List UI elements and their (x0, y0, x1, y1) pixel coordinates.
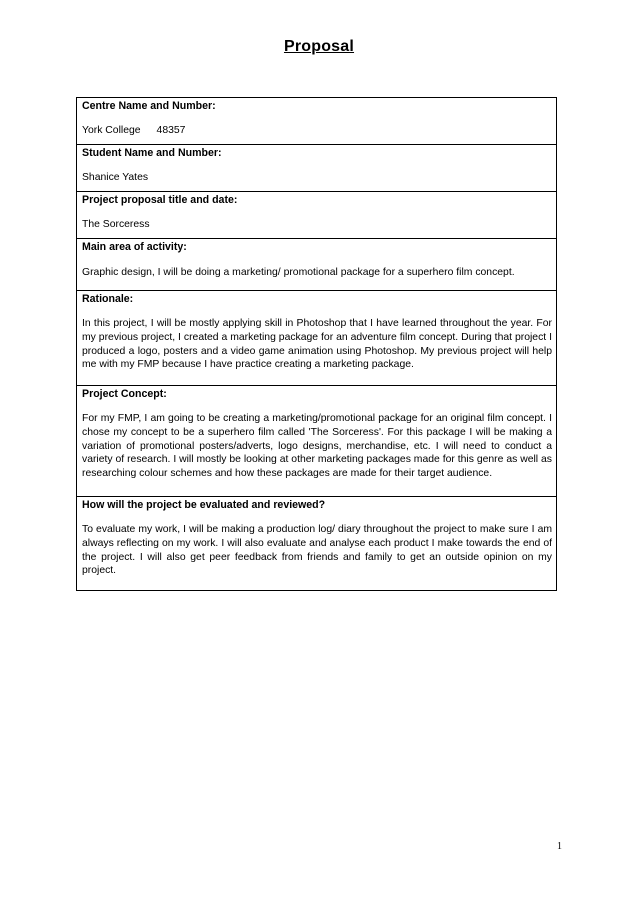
section-activity (77, 240, 556, 291)
section-label-student: Student Name and Number: (82, 147, 222, 159)
page-title: Proposal (283, 38, 355, 55)
section-proposal (77, 193, 556, 239)
section-label-concept: Project Concept: (82, 388, 167, 400)
section-label-centre: Centre Name and Number: (82, 100, 216, 112)
section-concept (77, 387, 556, 497)
student-value: Shanice Yates (82, 172, 149, 183)
page-number: 1 (557, 841, 562, 852)
section-label-proposal: Project proposal title and date: (82, 194, 238, 206)
centre-number: 48357 (156, 125, 186, 136)
section-centre (77, 99, 556, 145)
section-label-rationale: Rationale: (82, 293, 134, 305)
proposal-value: The Sorceress (82, 219, 150, 230)
section-rationale (77, 292, 556, 386)
section-label-evaluation: How will the project be evaluated and reviewed? (82, 499, 326, 511)
centre-value (82, 124, 552, 138)
section-student (77, 146, 556, 192)
evaluation-value: To evaluate my work, I will be making a production log/ diary throughout the project to make sure I am always reflecting on my work. I will also evaluate and analyse each product I make towards the end of the project. I will also get peer feedback from friends and family to get an outside opinion on my project. (82, 524, 552, 577)
activity-value: Graphic design, I will be doing a marketing/ promotional package for a superhero film concept. (82, 267, 515, 278)
section-evaluation (77, 498, 556, 590)
rationale-value: In this project, I will be mostly applying skill in Photoshop that I have learned throughout the year. For my previous project, I created a marketing package for an adventure film concept. During that project I produced a logo, posters and a video game animation using Photoshop. My previous project will help me with my FMP because I have practice creating a marketing package. (82, 318, 552, 371)
concept-value: For my FMP, I am going to be creating a marketing/promotional package for an original film concept. I chose my concept to be a superhero film called 'The Sorceress'. For this package I will be making a variation of promotional posters/adverts, logo designs, merchandise, etc. I will need to conduct a variety of research. I will mostly be looking at other marketing packages made for this genre as well as researching colour schemes and how these packages are made for their target audience. (82, 413, 552, 480)
centre-college: York College (82, 125, 141, 136)
section-label-activity: Main area of activity: (82, 241, 187, 253)
proposal-form (76, 97, 557, 591)
